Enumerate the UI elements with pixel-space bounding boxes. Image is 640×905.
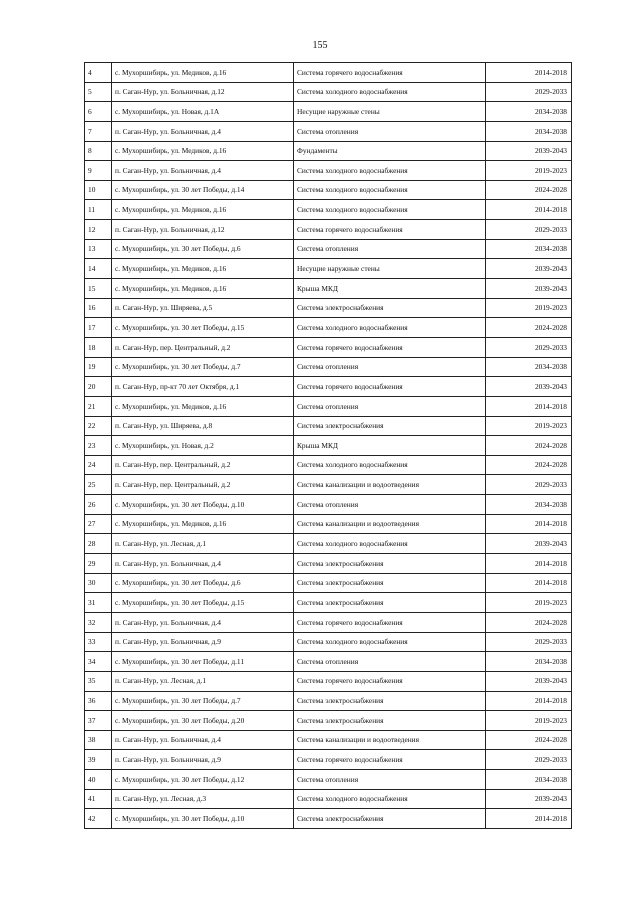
- system-cell: Система электроснабжения: [294, 593, 486, 613]
- period-cell: 2024-2028: [486, 730, 572, 750]
- row-number-cell: 29: [85, 554, 112, 574]
- address-cell: с. Мухоршибирь, ул. 30 лет Победы, д.6: [112, 239, 294, 259]
- address-cell: с. Мухоршибирь, ул. Медиков, д.16: [112, 279, 294, 299]
- address-cell: с. Мухоршибирь, ул. 30 лет Победы, д.10: [112, 809, 294, 829]
- system-cell: Система холодного водоснабжения: [294, 534, 486, 554]
- row-number-cell: 4: [85, 63, 112, 83]
- row-number-cell: 28: [85, 534, 112, 554]
- repair-schedule-table: [84, 62, 572, 829]
- address-cell: с. Мухоршибирь, ул. 30 лет Победы, д.11: [112, 652, 294, 672]
- system-cell: Система холодного водоснабжения: [294, 200, 486, 220]
- period-cell: 2024-2028: [486, 318, 572, 338]
- row-number-cell: 17: [85, 318, 112, 338]
- table-row: [85, 809, 572, 829]
- table-row: [85, 475, 572, 495]
- system-cell: Система электроснабжения: [294, 298, 486, 318]
- row-number-cell: 38: [85, 730, 112, 750]
- period-cell: 2039-2043: [486, 279, 572, 299]
- table-row: [85, 239, 572, 259]
- system-cell: Система горячего водоснабжения: [294, 612, 486, 632]
- address-cell: с. Мухоршибирь, ул. 30 лет Победы, д.12: [112, 770, 294, 790]
- period-cell: 2014-2018: [486, 554, 572, 574]
- period-cell: 2014-2018: [486, 200, 572, 220]
- row-number-cell: 8: [85, 141, 112, 161]
- address-cell: с. Мухоршибирь, ул. 30 лет Победы, д.20: [112, 711, 294, 731]
- table-row: [85, 711, 572, 731]
- table-row: [85, 102, 572, 122]
- row-number-cell: 15: [85, 279, 112, 299]
- address-cell: п. Саган-Нур, ул. Лесная, д.3: [112, 789, 294, 809]
- row-number-cell: 40: [85, 770, 112, 790]
- table-row: [85, 63, 572, 83]
- system-cell: Система холодного водоснабжения: [294, 82, 486, 102]
- period-cell: 2034-2038: [486, 102, 572, 122]
- address-cell: п. Саган-Нур, пер. Центральный, д.2: [112, 475, 294, 495]
- system-cell: Система электроснабжения: [294, 416, 486, 436]
- system-cell: Система холодного водоснабжения: [294, 180, 486, 200]
- row-number-cell: 12: [85, 220, 112, 240]
- row-number-cell: 27: [85, 514, 112, 534]
- address-cell: п. Саган-Нур, пер. Центральный, д.2: [112, 337, 294, 357]
- period-cell: 2034-2038: [486, 239, 572, 259]
- table-row: [85, 514, 572, 534]
- system-cell: Система канализации и водоотведения: [294, 730, 486, 750]
- table-row: [85, 554, 572, 574]
- system-cell: Система электроснабжения: [294, 573, 486, 593]
- table-row: [85, 200, 572, 220]
- period-cell: 2034-2038: [486, 770, 572, 790]
- period-cell: 2034-2038: [486, 357, 572, 377]
- row-number-cell: 25: [85, 475, 112, 495]
- period-cell: 2019-2023: [486, 161, 572, 181]
- address-cell: с. Мухоршибирь, ул. 30 лет Победы, д.14: [112, 180, 294, 200]
- system-cell: Система горячего водоснабжения: [294, 337, 486, 357]
- system-cell: Система горячего водоснабжения: [294, 671, 486, 691]
- address-cell: п. Саган-Нур, ул. Больничная, д.4: [112, 161, 294, 181]
- system-cell: Система электроснабжения: [294, 554, 486, 574]
- row-number-cell: 36: [85, 691, 112, 711]
- address-cell: п. Саган-Нур, пер. Центральный, д.2: [112, 455, 294, 475]
- table-row: [85, 357, 572, 377]
- period-cell: 2029-2033: [486, 750, 572, 770]
- row-number-cell: 32: [85, 612, 112, 632]
- period-cell: 2024-2028: [486, 455, 572, 475]
- period-cell: 2019-2023: [486, 416, 572, 436]
- row-number-cell: 5: [85, 82, 112, 102]
- system-cell: Система электроснабжения: [294, 691, 486, 711]
- row-number-cell: 19: [85, 357, 112, 377]
- period-cell: 2024-2028: [486, 612, 572, 632]
- system-cell: Система холодного водоснабжения: [294, 455, 486, 475]
- address-cell: с. Мухоршибирь, ул. 30 лет Победы, д.10: [112, 495, 294, 515]
- system-cell: Система горячего водоснабжения: [294, 220, 486, 240]
- table-row: [85, 121, 572, 141]
- address-cell: с. Мухоршибирь, ул. Медиков, д.16: [112, 141, 294, 161]
- system-cell: Крыша МКД: [294, 436, 486, 456]
- address-cell: с. Мухоршибирь, ул. Медиков, д.16: [112, 63, 294, 83]
- system-cell: Система холодного водоснабжения: [294, 632, 486, 652]
- table-row: [85, 220, 572, 240]
- period-cell: 2014-2018: [486, 691, 572, 711]
- table-row: [85, 436, 572, 456]
- system-cell: Система канализации и водоотведения: [294, 475, 486, 495]
- table-row: [85, 259, 572, 279]
- system-cell: Несущие наружные стены: [294, 102, 486, 122]
- period-cell: 2034-2038: [486, 121, 572, 141]
- address-cell: с. Мухоршибирь, ул. Медиков, д.16: [112, 396, 294, 416]
- table-row: [85, 161, 572, 181]
- system-cell: Система отопления: [294, 239, 486, 259]
- system-cell: Система электроснабжения: [294, 809, 486, 829]
- row-number-cell: 21: [85, 396, 112, 416]
- row-number-cell: 41: [85, 789, 112, 809]
- row-number-cell: 16: [85, 298, 112, 318]
- system-cell: Система отопления: [294, 357, 486, 377]
- row-number-cell: 24: [85, 455, 112, 475]
- system-cell: Система отопления: [294, 495, 486, 515]
- period-cell: 2039-2043: [486, 671, 572, 691]
- row-number-cell: 42: [85, 809, 112, 829]
- period-cell: 2019-2023: [486, 298, 572, 318]
- address-cell: с. Мухоршибирь, ул. Новая, д.1А: [112, 102, 294, 122]
- period-cell: 2029-2033: [486, 632, 572, 652]
- row-number-cell: 10: [85, 180, 112, 200]
- row-number-cell: 7: [85, 121, 112, 141]
- table-row: [85, 455, 572, 475]
- period-cell: 2029-2033: [486, 337, 572, 357]
- table-body: [85, 63, 572, 829]
- table-row: [85, 573, 572, 593]
- period-cell: 2019-2023: [486, 593, 572, 613]
- table-row: [85, 82, 572, 102]
- table-row: [85, 789, 572, 809]
- table-row: [85, 593, 572, 613]
- row-number-cell: 30: [85, 573, 112, 593]
- period-cell: 2034-2038: [486, 495, 572, 515]
- address-cell: п. Саган-Нур, ул. Ширяева, д.8: [112, 416, 294, 436]
- address-cell: п. Саган-Нур, ул. Больничная, д.12: [112, 82, 294, 102]
- system-cell: Система горячего водоснабжения: [294, 750, 486, 770]
- system-cell: Система отопления: [294, 121, 486, 141]
- address-cell: с. Мухоршибирь, ул. Медиков, д.16: [112, 200, 294, 220]
- row-number-cell: 34: [85, 652, 112, 672]
- table-row: [85, 770, 572, 790]
- table-row: [85, 141, 572, 161]
- table-row: [85, 416, 572, 436]
- system-cell: Система холодного водоснабжения: [294, 789, 486, 809]
- period-cell: 2029-2033: [486, 82, 572, 102]
- period-cell: 2039-2043: [486, 377, 572, 397]
- table-row: [85, 612, 572, 632]
- system-cell: Система холодного водоснабжения: [294, 318, 486, 338]
- row-number-cell: 14: [85, 259, 112, 279]
- table-row: [85, 632, 572, 652]
- address-cell: п. Саган-Нур, пр-кт 70 лет Октября, д.1: [112, 377, 294, 397]
- row-number-cell: 6: [85, 102, 112, 122]
- address-cell: п. Саган-Нур, ул. Лесная, д.1: [112, 671, 294, 691]
- address-cell: п. Саган-Нур, ул. Больничная, д.4: [112, 554, 294, 574]
- system-cell: Крыша МКД: [294, 279, 486, 299]
- row-number-cell: 20: [85, 377, 112, 397]
- system-cell: Система канализации и водоотведения: [294, 514, 486, 534]
- table-row: [85, 534, 572, 554]
- address-cell: с. Мухоршибирь, ул. 30 лет Победы, д.15: [112, 318, 294, 338]
- period-cell: 2039-2043: [486, 259, 572, 279]
- address-cell: п. Саган-Нур, ул. Больничная, д.4: [112, 612, 294, 632]
- period-cell: 2024-2028: [486, 180, 572, 200]
- address-cell: с. Мухоршибирь, ул. Новая, д.2: [112, 436, 294, 456]
- period-cell: 2034-2038: [486, 652, 572, 672]
- period-cell: 2014-2018: [486, 63, 572, 83]
- row-number-cell: 33: [85, 632, 112, 652]
- address-cell: п. Саган-Нур, ул. Больничная, д.4: [112, 121, 294, 141]
- system-cell: Несущие наружные стены: [294, 259, 486, 279]
- table-row: [85, 318, 572, 338]
- table-row: [85, 396, 572, 416]
- row-number-cell: 39: [85, 750, 112, 770]
- table-row: [85, 180, 572, 200]
- period-cell: 2014-2018: [486, 809, 572, 829]
- table-row: [85, 652, 572, 672]
- system-cell: Система отопления: [294, 652, 486, 672]
- system-cell: Система холодного водоснабжения: [294, 161, 486, 181]
- address-cell: с. Мухоршибирь, ул. 30 лет Победы, д.15: [112, 593, 294, 613]
- address-cell: с. Мухоршибирь, ул. Медиков, д.16: [112, 259, 294, 279]
- table-row: [85, 730, 572, 750]
- period-cell: 2019-2023: [486, 711, 572, 731]
- row-number-cell: 26: [85, 495, 112, 515]
- period-cell: 2029-2033: [486, 220, 572, 240]
- row-number-cell: 13: [85, 239, 112, 259]
- address-cell: п. Саган-Нур, ул. Больничная, д.12: [112, 220, 294, 240]
- page-number: 155: [312, 40, 328, 51]
- system-cell: Система отопления: [294, 770, 486, 790]
- address-cell: п. Саган-Нур, ул. Ширяева, д.5: [112, 298, 294, 318]
- period-cell: 2039-2043: [486, 141, 572, 161]
- table-row: [85, 671, 572, 691]
- address-cell: п. Саган-Нур, ул. Больничная, д.4: [112, 730, 294, 750]
- row-number-cell: 37: [85, 711, 112, 731]
- row-number-cell: 35: [85, 671, 112, 691]
- row-number-cell: 11: [85, 200, 112, 220]
- table-row: [85, 691, 572, 711]
- table-row: [85, 337, 572, 357]
- system-cell: Система отопления: [294, 396, 486, 416]
- period-cell: 2029-2033: [486, 475, 572, 495]
- row-number-cell: 31: [85, 593, 112, 613]
- address-cell: с. Мухоршибирь, ул. 30 лет Победы, д.7: [112, 691, 294, 711]
- row-number-cell: 9: [85, 161, 112, 181]
- row-number-cell: 22: [85, 416, 112, 436]
- address-cell: п. Саган-Нур, ул. Больничная, д.9: [112, 632, 294, 652]
- row-number-cell: 23: [85, 436, 112, 456]
- system-cell: Фундаменты: [294, 141, 486, 161]
- period-cell: 2039-2043: [486, 789, 572, 809]
- period-cell: 2014-2018: [486, 396, 572, 416]
- table-row: [85, 298, 572, 318]
- system-cell: Система электроснабжения: [294, 711, 486, 731]
- period-cell: 2014-2018: [486, 573, 572, 593]
- table-row: [85, 495, 572, 515]
- table-row: [85, 377, 572, 397]
- period-cell: 2024-2028: [486, 436, 572, 456]
- table-row: [85, 750, 572, 770]
- system-cell: Система горячего водоснабжения: [294, 63, 486, 83]
- address-cell: п. Саган-Нур, ул. Лесная, д.1: [112, 534, 294, 554]
- system-cell: Система горячего водоснабжения: [294, 377, 486, 397]
- address-cell: п. Саган-Нур, ул. Больничная, д.9: [112, 750, 294, 770]
- period-cell: 2014-2018: [486, 514, 572, 534]
- row-number-cell: 18: [85, 337, 112, 357]
- address-cell: с. Мухоршибирь, ул. Медиков, д.16: [112, 514, 294, 534]
- address-cell: с. Мухоршибирь, ул. 30 лет Победы, д.6: [112, 573, 294, 593]
- period-cell: 2039-2043: [486, 534, 572, 554]
- table-row: [85, 279, 572, 299]
- address-cell: с. Мухоршибирь, ул. 30 лет Победы, д.7: [112, 357, 294, 377]
